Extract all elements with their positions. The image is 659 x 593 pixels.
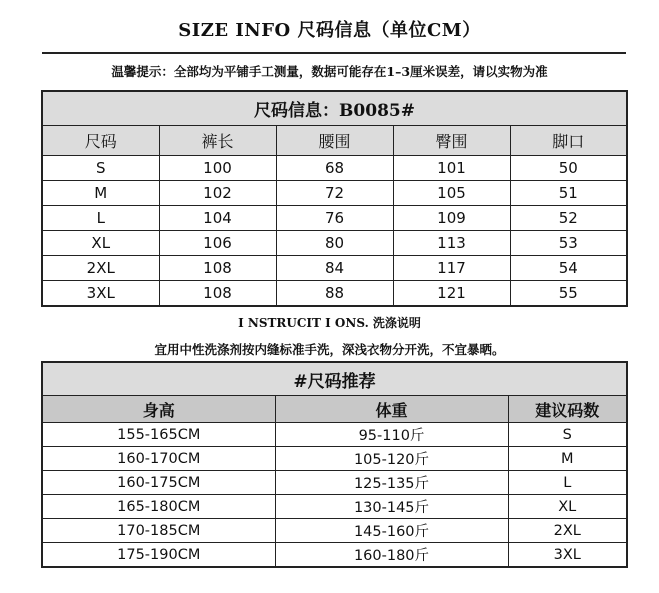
table-cell: 113 (393, 231, 510, 256)
measurement-tip: 温馨提示：全部均为平铺手工测量，数据可能存在1–3厘米误差，请以实物为准 (111, 64, 548, 79)
table-cell: 84 (276, 256, 393, 281)
table-cell: 121 (393, 281, 510, 307)
table-cell: 155-165CM (42, 423, 275, 447)
page-title: SIZE INFO 尺码信息（单位CM） (178, 20, 481, 41)
table-cell: 105 (393, 181, 510, 206)
table-row (42, 471, 627, 495)
table-cell: XL (508, 495, 627, 519)
table-cell: L (508, 471, 627, 495)
table-cell: 160-180斤 (275, 543, 508, 568)
table-cell: 165-180CM (42, 495, 275, 519)
table-cell: 52 (510, 206, 627, 231)
size-header-hem: 脚口 (510, 126, 627, 156)
table-row (42, 156, 627, 181)
title-divider (42, 52, 626, 54)
size-table-caption: 尺码信息：B0085# (42, 91, 627, 126)
table-cell: 3XL (508, 543, 627, 568)
table-cell: XL (42, 231, 159, 256)
table-cell: 80 (276, 231, 393, 256)
table-row (42, 256, 627, 281)
table-cell: 51 (510, 181, 627, 206)
table-row (42, 231, 627, 256)
table-cell: S (42, 156, 159, 181)
table-cell: 2XL (42, 256, 159, 281)
size-header-length: 裤长 (159, 126, 276, 156)
table-cell: 54 (510, 256, 627, 281)
table-cell: 109 (393, 206, 510, 231)
size-recommendation-table (41, 361, 628, 568)
instructions-title: I NSTRUCIT I ONS. 洗涤说明 (238, 316, 421, 330)
size-header-waist: 腰围 (276, 126, 393, 156)
table-cell: 53 (510, 231, 627, 256)
table-cell: 104 (159, 206, 276, 231)
rec-header-height: 身高 (42, 396, 275, 423)
table-row (42, 543, 627, 568)
table-cell: 106 (159, 231, 276, 256)
table-cell: 95-110斤 (275, 423, 508, 447)
table-row (42, 519, 627, 543)
size-header-size: 尺码 (42, 126, 159, 156)
table-cell: 100 (159, 156, 276, 181)
table-cell: 101 (393, 156, 510, 181)
table-cell: 130-145斤 (275, 495, 508, 519)
table-cell: 102 (159, 181, 276, 206)
table-cell: 3XL (42, 281, 159, 307)
table-cell: 68 (276, 156, 393, 181)
table-cell: 125-135斤 (275, 471, 508, 495)
table-cell: 170-185CM (42, 519, 275, 543)
table-cell: 145-160斤 (275, 519, 508, 543)
table-cell: M (42, 181, 159, 206)
table-cell: 88 (276, 281, 393, 307)
table-row (42, 447, 627, 471)
table-row (42, 281, 627, 307)
rec-header-size: 建议码数 (508, 396, 627, 423)
table-cell: 117 (393, 256, 510, 281)
size-info-table (41, 90, 628, 307)
table-cell: 160-175CM (42, 471, 275, 495)
table-cell: 72 (276, 181, 393, 206)
size-header-hip: 臀围 (393, 126, 510, 156)
table-cell: M (508, 447, 627, 471)
wash-instructions: 宜用中性洗涤剂按内缝标准手洗，深浅衣物分开洗，不宜暴晒。 (154, 342, 505, 357)
rec-header-weight: 体重 (275, 396, 508, 423)
table-row (42, 206, 627, 231)
table-cell: S (508, 423, 627, 447)
rec-table-caption: #尺码推荐 (42, 362, 627, 396)
table-cell: 55 (510, 281, 627, 307)
table-cell: 108 (159, 256, 276, 281)
table-cell: 160-170CM (42, 447, 275, 471)
table-row (42, 423, 627, 447)
table-cell: L (42, 206, 159, 231)
table-cell: 108 (159, 281, 276, 307)
table-cell: 76 (276, 206, 393, 231)
table-row (42, 181, 627, 206)
table-row (42, 495, 627, 519)
table-cell: 105-120斤 (275, 447, 508, 471)
table-cell: 175-190CM (42, 543, 275, 568)
table-cell: 2XL (508, 519, 627, 543)
table-cell: 50 (510, 156, 627, 181)
